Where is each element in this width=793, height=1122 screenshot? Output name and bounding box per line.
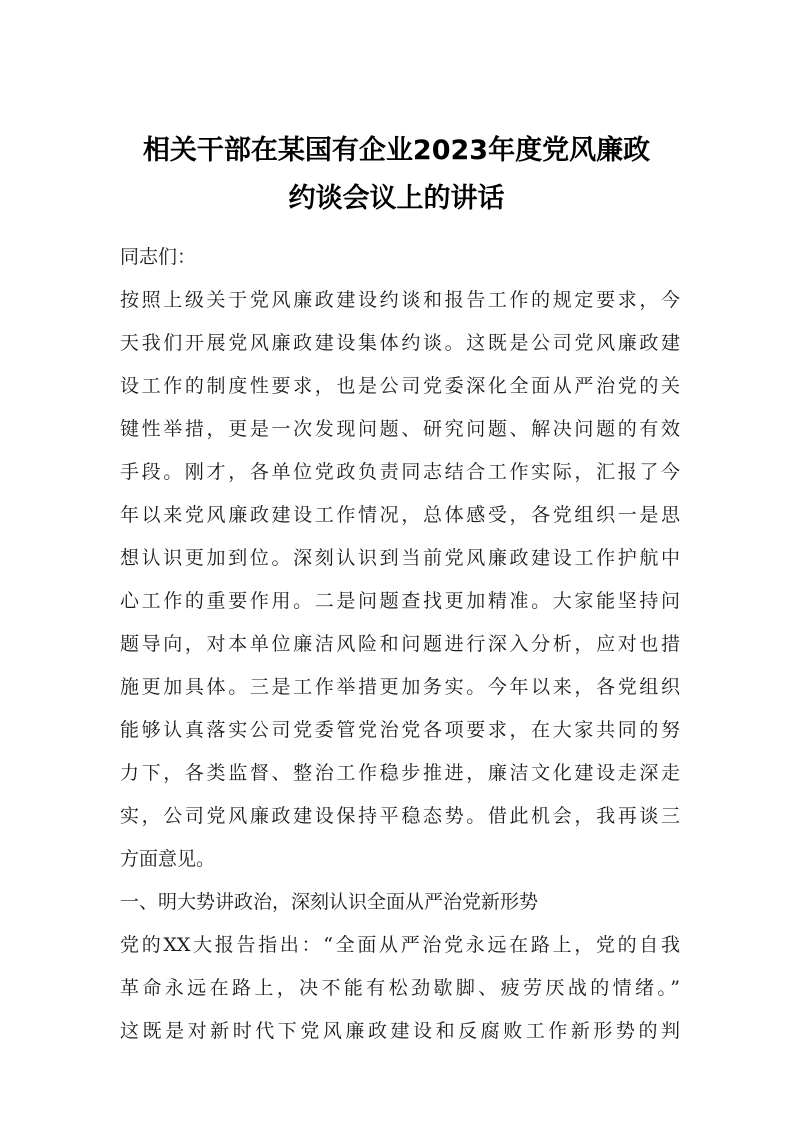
body-line: 键性举措，更是一次发现问题、研究问题、解决问题的有效 bbox=[120, 418, 680, 440]
body-line: 革命永远在路上，决不能有松劲歇脚、疲劳厌战的情绪。” bbox=[120, 977, 680, 999]
body-line: 按照上级关于党风廉政建设约谈和报告工作的规定要求，今 bbox=[120, 289, 680, 311]
body-line: 设工作的制度性要求，也是公司党委深化全面从严治党的关 bbox=[120, 375, 680, 397]
body-line: 能够认真落实公司党委管党治党各项要求，在大家共同的努 bbox=[120, 719, 680, 741]
document-title-line-2: 约谈会议上的讲话 bbox=[288, 183, 505, 214]
body-line: 实，公司党风廉政建设保持平稳态势。借此机会，我再谈三 bbox=[120, 805, 680, 827]
section-heading-1: 一、明大势讲政治，深刻认识全面从严治党新形势 bbox=[120, 891, 539, 913]
body-line: 力下，各类监督、整治工作稳步推进，廉洁文化建设走深走 bbox=[120, 762, 680, 784]
body-line: 党的XX大报告指出：“全面从严治党永远在路上，党的自我 bbox=[120, 934, 680, 956]
document-title-line-1: 相关干部在某国有企业2023年度党风廉政 bbox=[142, 135, 651, 166]
body-line: 手段。刚才，各单位党政负责同志结合工作实际，汇报了今 bbox=[120, 461, 680, 483]
body-line: 天我们开展党风廉政建设集体约谈。这既是公司党风廉政建 bbox=[120, 332, 680, 354]
greeting: 同志们： bbox=[120, 246, 197, 268]
body-line: 题导向，对本单位廉洁风险和问题进行深入分析，应对也措 bbox=[120, 633, 680, 655]
body-line: 施更加具体。三是工作举措更加务实。今年以来，各党组织 bbox=[120, 676, 680, 698]
body-line: 方面意见。 bbox=[120, 848, 216, 870]
body-line: 心工作的重要作用。二是问题查找更加精准。大家能坚持问 bbox=[120, 590, 680, 612]
body-line: 这既是对新时代下党风廉政建设和反腐败工作新形势的判 bbox=[120, 1020, 680, 1042]
body-line: 想认识更加到位。深刻认识到当前党风廉政建设工作护航中 bbox=[120, 547, 680, 569]
body-line: 年以来党风廉政建设工作情况，总体感受，各党组织一是思 bbox=[120, 504, 680, 526]
